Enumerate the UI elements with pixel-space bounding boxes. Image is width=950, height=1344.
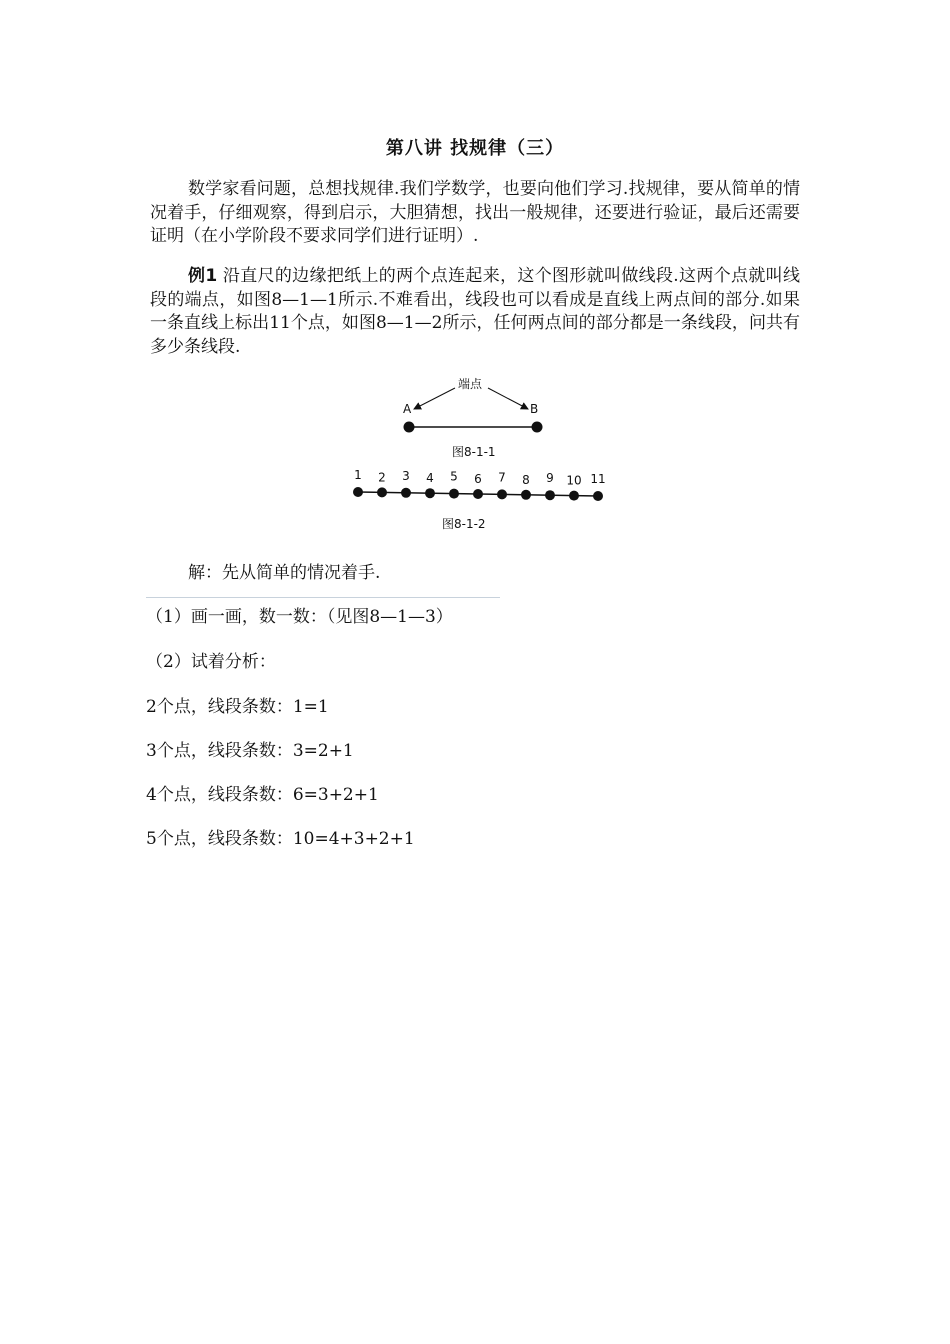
line-point <box>521 490 531 500</box>
line-point <box>401 488 411 498</box>
figure1-caption: 图8-1-1 <box>452 445 496 459</box>
figure-8-1-1 <box>403 376 543 459</box>
line-point-label: 11 <box>590 472 606 486</box>
line-point-label: 10 <box>566 473 582 488</box>
line-point-label: 3 <box>402 468 410 483</box>
line-point <box>353 487 363 497</box>
line-point <box>497 489 507 499</box>
arrow-to-a <box>414 388 455 409</box>
figure-8-1-2 <box>353 468 606 531</box>
line-point-label: 9 <box>546 471 554 486</box>
line-point <box>569 491 579 501</box>
analysis-row: 5个点，线段条数：10=4+3+2+1 <box>146 829 415 849</box>
step1-text: （1）画一画，数一数：（见图8—1—3） <box>146 607 453 627</box>
line-point-label: 6 <box>474 472 482 486</box>
line-point <box>593 491 603 501</box>
point-a-label: A <box>403 402 412 416</box>
point-b-label: B <box>530 402 539 416</box>
line-point-label: 5 <box>450 469 458 484</box>
line-point-label: 4 <box>426 471 434 486</box>
point-a <box>404 422 415 433</box>
line-point-label: 1 <box>354 468 362 482</box>
page-title: 第八讲 找规律（三） <box>385 138 565 159</box>
arrow-to-b <box>488 388 528 409</box>
example-text: 沿直尺的边缘把纸上的两个点连起来，这个图形就叫做线段.这两个点就叫线段的端点，如图8—1—1所示.不难看出，线段也可以看成是直线上两点间的部分.如果一条直线上标出11个点，如图8—1—2所示，任何两点间的部分都是一条线段，问共有多少条线段. <box>150 266 800 357</box>
figures <box>0 0 950 540</box>
example-label: 例1 <box>188 266 218 286</box>
divider <box>146 597 500 598</box>
figure2-caption: 图8-1-2 <box>442 517 486 531</box>
line-point <box>545 490 555 500</box>
line-point-label: 8 <box>522 472 530 487</box>
analysis-row: 3个点，线段条数：3=2+1 <box>146 741 354 761</box>
line-point <box>473 489 483 499</box>
line-point-label: 2 <box>378 470 386 485</box>
endpoint-label: 端点 <box>458 377 483 391</box>
line-point <box>425 488 435 498</box>
line-point <box>449 489 459 499</box>
analysis-row: 2个点，线段条数：1=1 <box>146 697 329 717</box>
step2-text: （2）试着分析： <box>146 652 276 672</box>
line-point-label: 7 <box>498 470 506 485</box>
solution-text: 解：先从简单的情况着手. <box>188 563 381 583</box>
line-point <box>377 487 387 497</box>
intro-paragraph: 数学家看问题，总想找规律.我们学数学，也要向他们学习.找规律，要从简单的情况着手，仔细观察，得到启示，大胆猜想，找出一般规律，还要进行验证，最后还需要证明（在小学阶段不要求同学们进行证明）. <box>150 179 800 246</box>
analysis-row: 4个点，线段条数：6=3+2+1 <box>146 785 379 805</box>
point-b <box>532 422 543 433</box>
